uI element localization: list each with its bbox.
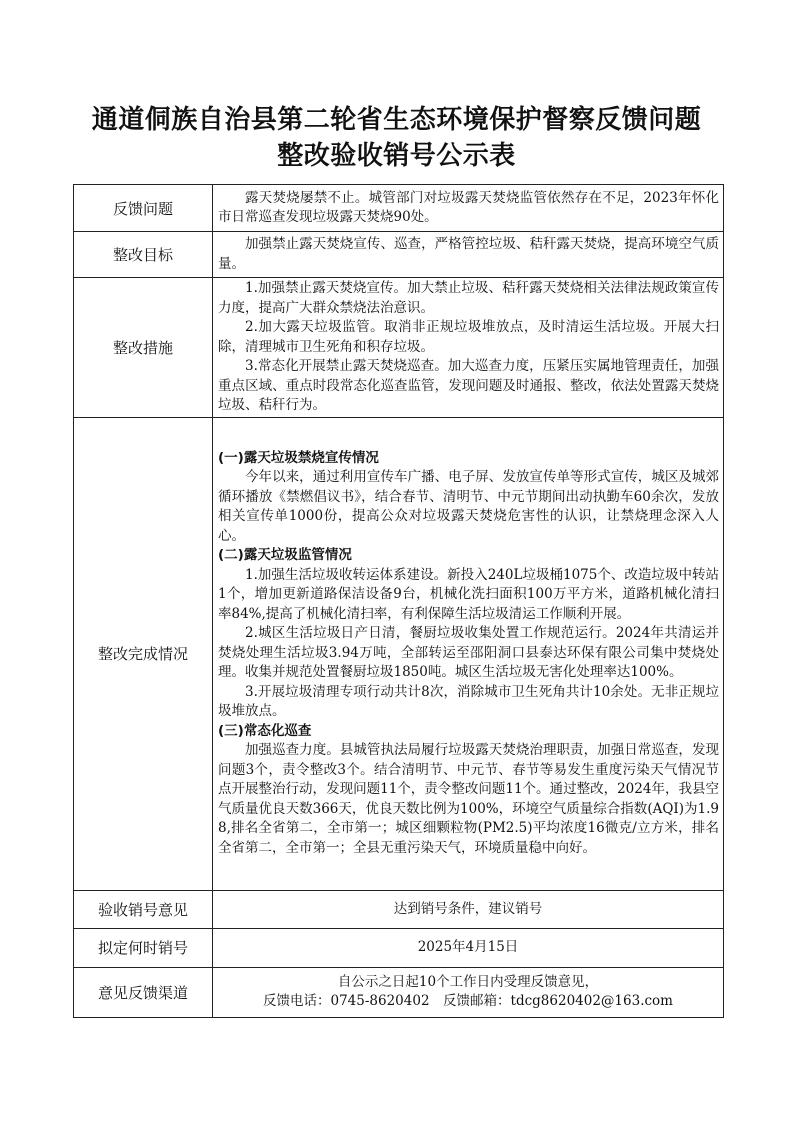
rectification-table xyxy=(73,184,724,1018)
row-rectification-goal xyxy=(74,232,724,278)
title-line-2: 整改验收销号公示表 xyxy=(277,141,516,171)
planned-date-text: 2025年4月15日 xyxy=(213,928,724,967)
section-3-text: 加强巡查力度。县城管执法局履行垃圾露天焚烧治理职责，加强日常巡查，发现问题3个，责令整改3个。结合清明节、中元节、春节等易发生重度污染天气情况节点开展整治行动，发现问题11个，责令整改问题11个。通过整改，2024年，我县空气质量优良天数366天，优良天数比例为100%，环境空气质量综合指数(AQI)为1.98,排名全省第二，全市第一；城区细颗粒物(PM2.5)平均浓度16微克/立方米，排名全省第二，全市第一；全县无重污染天气，环境质量稳中向好。 xyxy=(218,742,719,856)
label-feedback-issue: 反馈问题 xyxy=(74,185,213,232)
section-1-text: 今年以来，通过利用宣传车广播、电子屏、发放宣传单等形式宣传，城区及城郊循环播放《禁燃倡议书》，结合春节、清明节、中元节期间出动执勤车60余次，发放相关宣传单1000份，提高公众对垃圾露天焚烧危害性的认识，让禁烧理念深入人心。 xyxy=(218,469,719,544)
measure-item: 2.加大露天垃圾监管。取消非正规垃圾堆放点，及时清运生活垃圾。开展大扫除，清理城市卫生死角和积存垃圾。 xyxy=(218,319,719,355)
feedback-issue-text: 露天焚烧屡禁不止。城管部门对垃圾露天焚烧监管依然存在不足，2023年怀化市日常巡查发现垃圾露天焚烧90处。 xyxy=(218,189,719,225)
section-2-item: 2.城区生活垃圾日产日清，餐厨垃圾收集处置工作规范运行。2024年共清运并焚烧处理生活垃圾3.94万吨，全部转运至邵阳洞口县泰达环保有限公司集中焚烧处理。收集并规范处置餐厨垃圾1850吨。城区生活垃圾无害化处理率达100%。 xyxy=(218,625,719,681)
section-3-title: (三)常态化巡查 xyxy=(218,722,312,739)
section-2-item: 3.开展垃圾清理专项行动共计8次，消除城市卫生死角共计10余处。无非正规垃圾堆放点。 xyxy=(218,683,719,720)
cell-feedback-issue xyxy=(213,185,724,232)
cell-rectification-goal xyxy=(213,232,724,278)
row-feedback-issue xyxy=(74,185,724,232)
measure-item: 3.常态化开展禁止露天焚烧巡查。加大巡查力度，压紧压实属地管理责任，加强重点区域、重点时段常态化巡查监管，发现问题及时通报、整改，依法处置露天焚烧垃圾、秸秆行为。 xyxy=(218,358,719,413)
row-planned-date xyxy=(74,928,724,967)
section-1-title: (一)露天垃圾禁烧宣传情况 xyxy=(218,449,379,466)
feedback-channel-line-2[interactable]: 反馈电话：0745-8620402 反馈邮箱：tdcg8620402@163.com xyxy=(263,993,673,1009)
feedback-channel-line-1: 自公示之日起10个工作日内受理反馈意见， xyxy=(337,974,599,990)
rectification-goal-text: 加强禁止露天焚烧宣传、巡查，严格管控垃圾、秸秆露天焚烧，提高环境空气质量。 xyxy=(218,236,719,272)
label-completion-status: 整改完成情况 xyxy=(74,417,213,890)
cell-feedback-channel xyxy=(213,967,724,1017)
label-planned-date: 拟定何时销号 xyxy=(74,928,213,967)
section-2-title: (二)露天垃圾监管情况 xyxy=(218,547,352,564)
label-feedback-channel: 意见反馈渠道 xyxy=(74,967,213,1017)
label-rectification-measures: 整改措施 xyxy=(74,278,213,418)
row-feedback-channel xyxy=(74,967,724,1017)
row-acceptance-opinion xyxy=(74,890,724,928)
label-rectification-goal: 整改目标 xyxy=(74,232,213,278)
label-acceptance-opinion: 验收销号意见 xyxy=(74,890,213,928)
cell-completion-status xyxy=(213,417,724,890)
title-line-1: 通道侗族自治县第二轮省生态环境保护督察反馈问题 xyxy=(91,105,702,135)
measure-item: 1.加强禁止露天焚烧宣传。加大禁止垃圾、秸秆露天焚烧相关法律法规政策宣传力度，提高广大群众禁烧法治意识。 xyxy=(218,280,719,316)
row-rectification-measures xyxy=(74,278,724,418)
cell-rectification-measures xyxy=(213,278,724,418)
acceptance-opinion-text: 达到销号条件，建议销号 xyxy=(213,890,724,928)
section-2-item: 1.加强生活垃圾收转运体系建设。新投入240L垃圾桶1075个、改造垃圾中转站1个，增加更新道路保洁设备9台，机械化洗扫面积100万平方米，道路机械化清扫率84%,提高了机械化清扫率，有利保障生活垃圾清运工作顺利开展。 xyxy=(218,566,719,622)
row-completion-status xyxy=(74,417,724,890)
